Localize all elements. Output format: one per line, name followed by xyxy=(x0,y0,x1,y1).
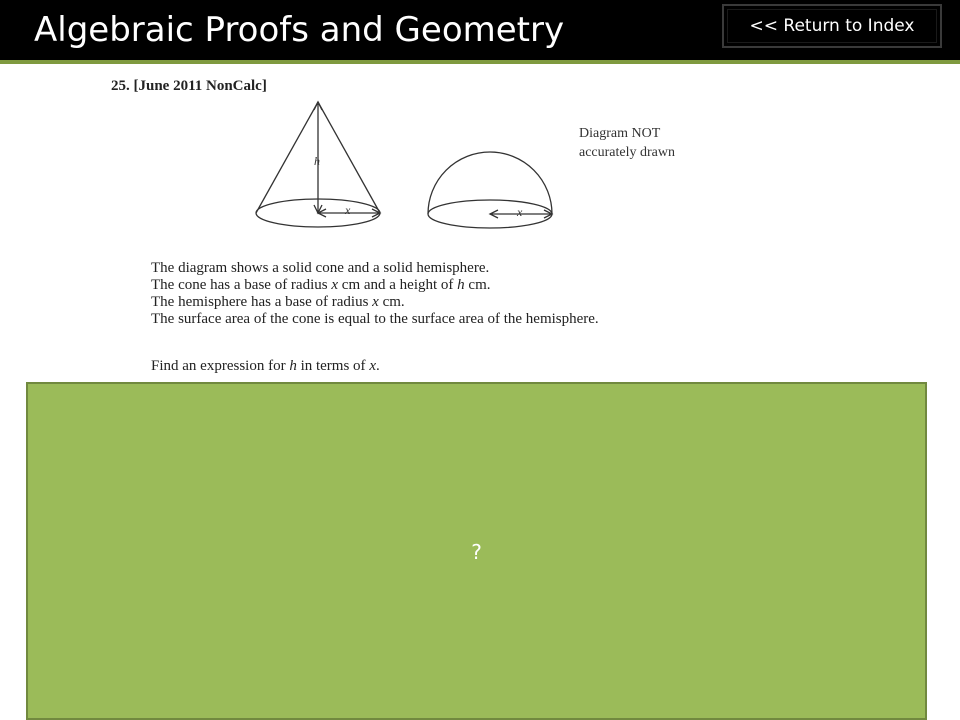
question-text-fragment: cm. xyxy=(464,277,491,293)
variable-h: h xyxy=(289,358,297,374)
variable-h: h xyxy=(457,277,465,293)
question-panel xyxy=(0,64,960,384)
title-bar xyxy=(0,0,960,60)
question-line xyxy=(151,294,599,311)
hemisphere-dome xyxy=(428,152,552,214)
diagram-note-line1: Diagram NOT xyxy=(579,126,661,141)
question-line xyxy=(151,311,599,328)
cone-left-edge xyxy=(256,102,318,213)
question-text-fragment: The cone has a base of radius xyxy=(151,277,332,293)
question-line xyxy=(151,277,599,294)
question-text-fragment: The hemisphere has a base of radius xyxy=(151,294,373,310)
question-text-fragment: . xyxy=(375,358,380,374)
question-task xyxy=(151,358,380,375)
question-text-fragment: cm and a height of xyxy=(338,277,458,293)
diagram-note-line2: accurately drawn xyxy=(579,145,675,160)
question-text-fragment: The surface area of the cone is equal to the surface area of the hemisphere. xyxy=(151,311,599,327)
question-text xyxy=(151,260,599,328)
question-line xyxy=(151,260,599,277)
variable-x: x xyxy=(372,294,379,310)
hemisphere-figure xyxy=(428,152,552,228)
question-text-fragment: Find an expression for xyxy=(151,358,290,374)
cone-right-edge xyxy=(318,102,380,213)
return-to-index-button[interactable]: << Return to Index xyxy=(722,4,942,48)
answer-reveal-box[interactable] xyxy=(26,382,927,720)
question-text-fragment: cm. xyxy=(378,294,405,310)
cone-hemisphere-diagram xyxy=(0,64,960,244)
question-text-fragment: in terms of xyxy=(296,358,370,374)
cone-radius-label: x xyxy=(345,203,351,217)
variable-x: x xyxy=(331,277,339,293)
hemisphere-radius-label: x xyxy=(517,205,523,219)
answer-placeholder: ? xyxy=(471,540,482,564)
variable-x: x xyxy=(369,358,376,374)
page-title: Algebraic Proofs and Geometry xyxy=(34,10,565,50)
question-text-fragment: The diagram shows a solid cone and a solid hemisphere. xyxy=(151,260,490,276)
cone-height-label: h xyxy=(314,154,320,168)
question-number: 25. [June 2011 NonCalc] xyxy=(111,78,267,94)
